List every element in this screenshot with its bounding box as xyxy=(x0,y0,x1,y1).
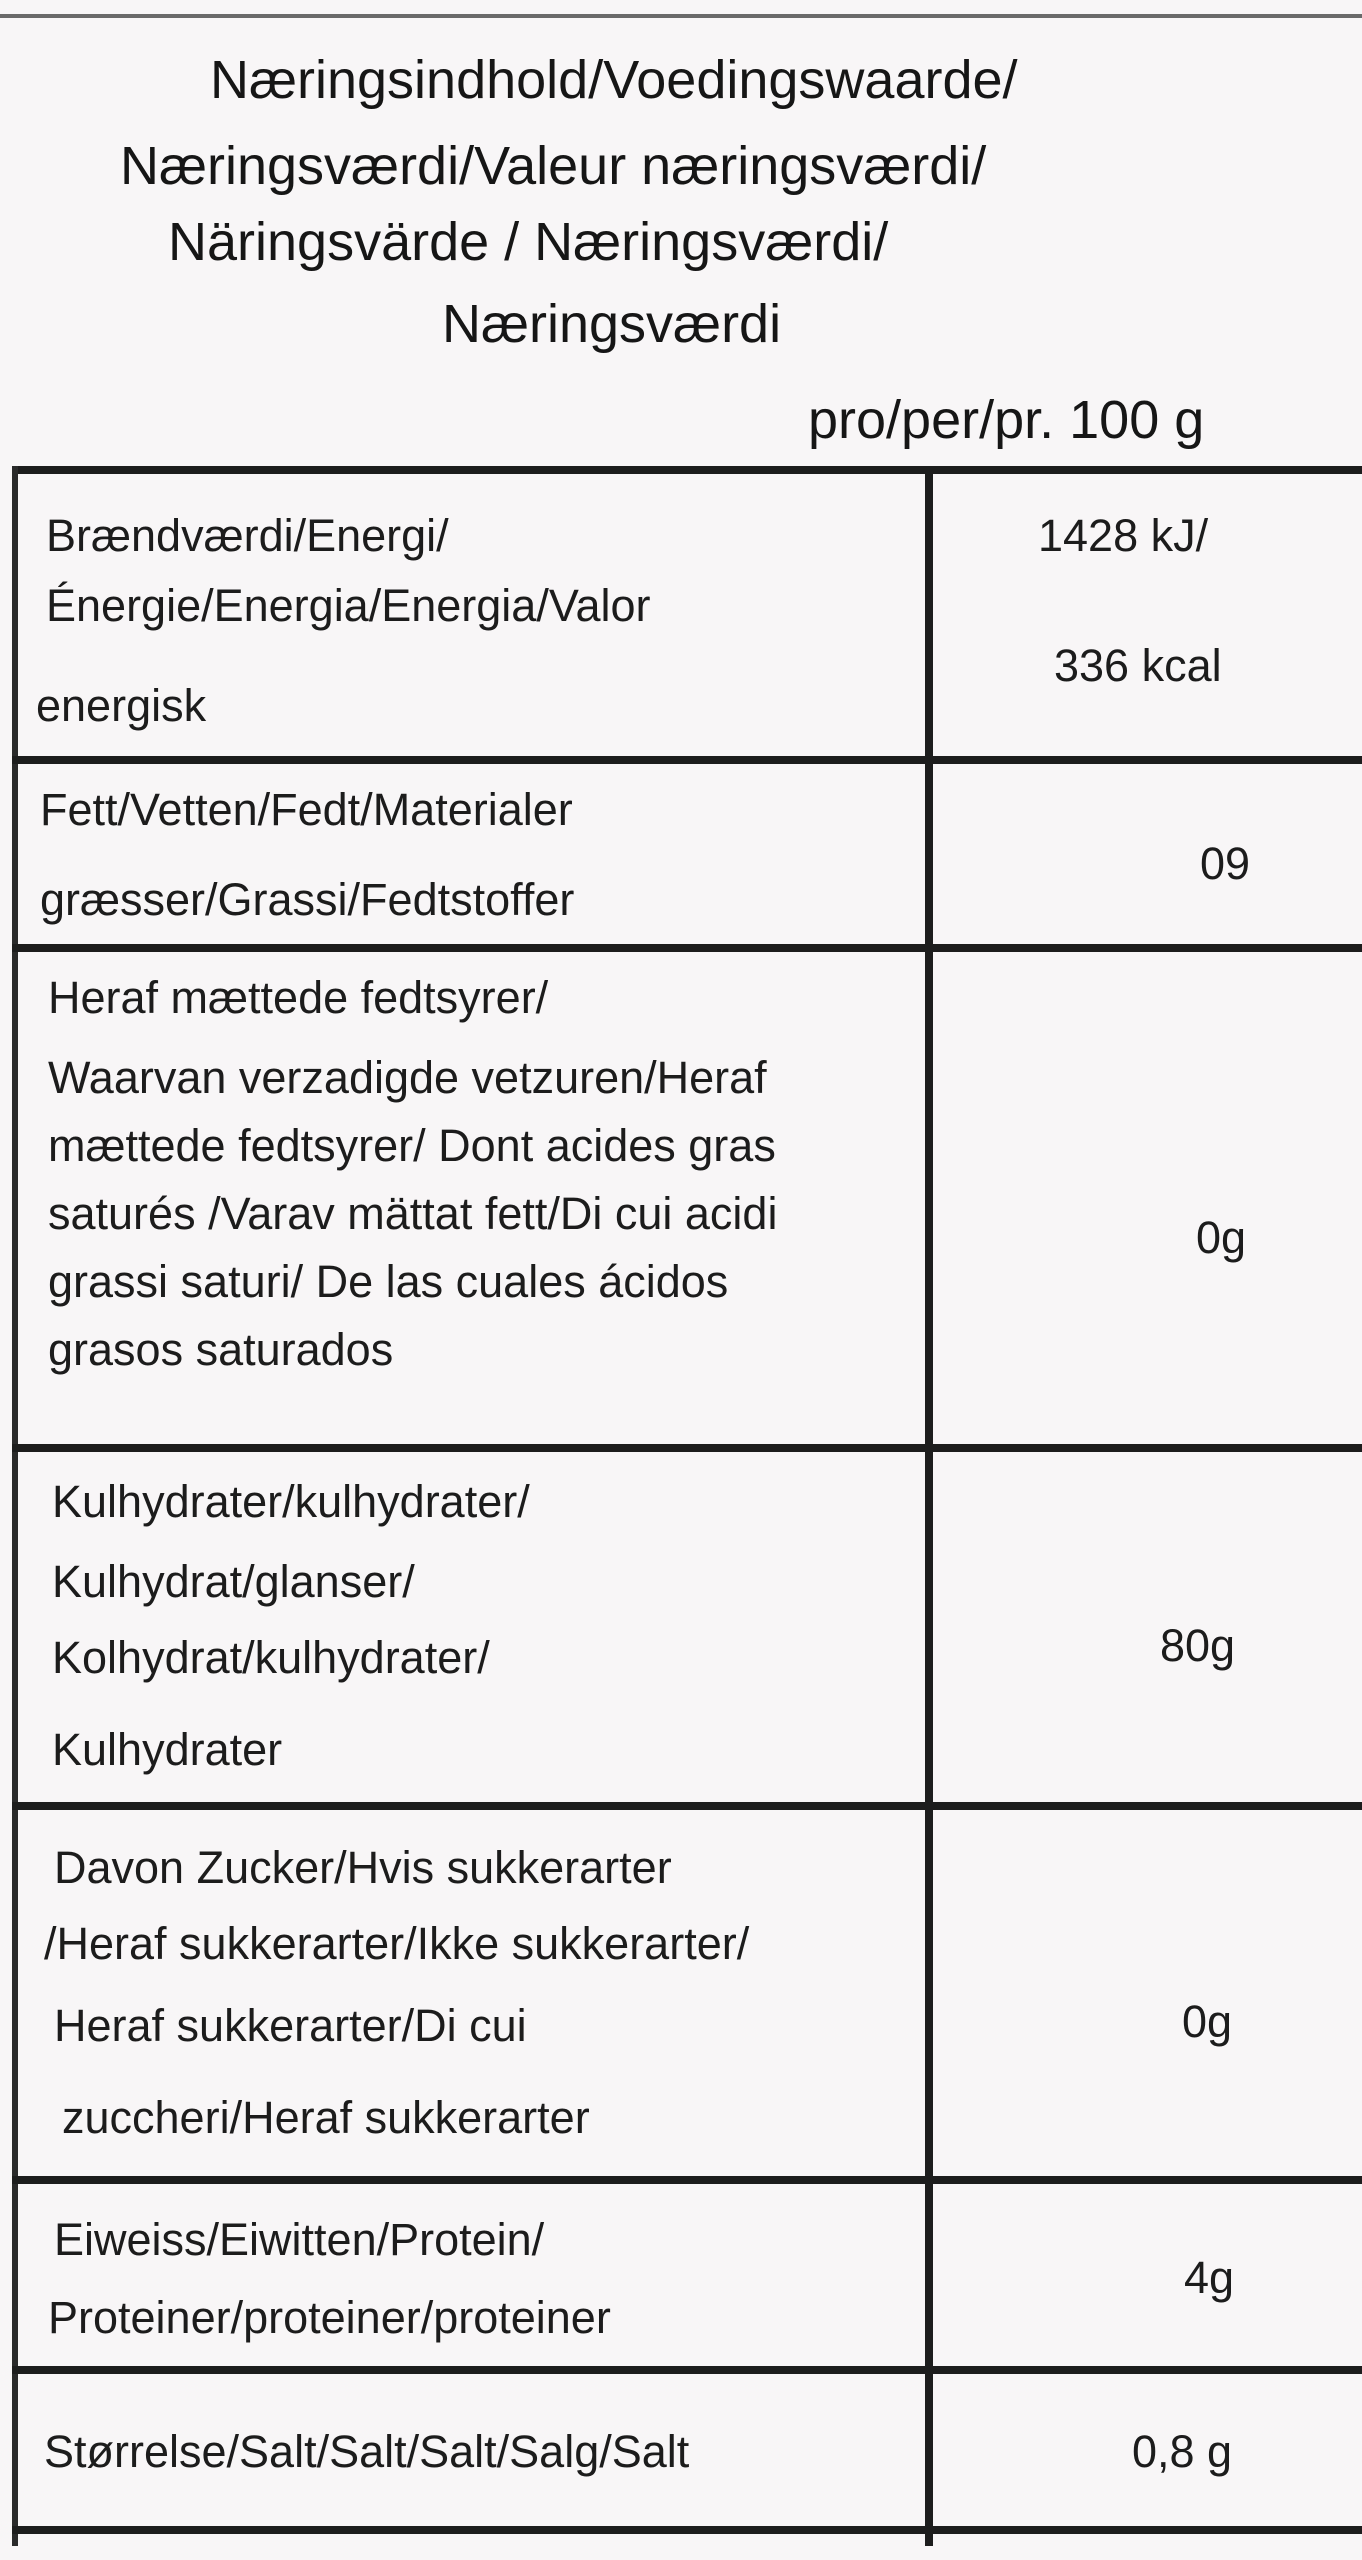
column-divider xyxy=(925,466,933,2546)
row-carbohydrate-label-line: Kulhydrater xyxy=(52,1724,283,1775)
row-sugars-label-line: zuccheri/Heraf sukkerarter xyxy=(62,2092,590,2143)
table-top-border xyxy=(12,466,1362,474)
row-saturates-label-line: saturés /Varav mättat fett/Di cui acidi xyxy=(48,1188,778,1239)
row-saturates-label-line: Heraf mættede fedtsyrer/ xyxy=(48,972,549,1023)
row-salt-label-line: Størrelse/Salt/Salt/Salt/Salg/Salt xyxy=(44,2426,690,2477)
title-line-2: Næringsværdi/Valeur næringsværdi/ xyxy=(120,136,987,196)
row-carbohydrate-label-line: Kolhydrat/kulhydrater/ xyxy=(52,1632,490,1683)
top-rule xyxy=(0,14,1362,18)
row-protein-label-line: Eiweiss/Eiwitten/Protein/ xyxy=(54,2214,545,2265)
title-line-3: Näringsvärde / Næringsværdi/ xyxy=(168,212,889,272)
row-energy-value-kj: 1428 kJ/ xyxy=(1038,510,1209,561)
title-line-4: Næringsværdi xyxy=(442,294,782,354)
row-saturates-label-line: mættede fedtsyrer/ Dont acides gras xyxy=(48,1120,776,1171)
row-energy-value-kcal: 336 kcal xyxy=(1054,640,1222,691)
row-sugars-label-line: /Heraf sukkerarter/Ikke sukkerarter/ xyxy=(44,1918,750,1969)
row-saturates-value: 0g xyxy=(1196,1212,1247,1263)
row-fat-value: 09 xyxy=(1200,838,1251,889)
nutrition-table xyxy=(12,466,1362,2546)
row-divider xyxy=(12,756,1362,764)
per-100g-label: pro/per/pr. 100 g xyxy=(808,390,1205,450)
row-energy-label-line: Énergie/Energia/Energia/Valor xyxy=(46,580,651,631)
row-energy-label-line: energisk xyxy=(36,680,207,731)
table-left-border xyxy=(12,466,18,2546)
row-sugars-value: 0g xyxy=(1182,1996,1233,2047)
nutrition-title xyxy=(0,40,1362,360)
row-fat-label-line: græsser/Grassi/Fedtstoffer xyxy=(40,874,575,925)
row-saturates-label-line: Waarvan verzadigde vetzuren/Heraf xyxy=(48,1052,767,1103)
row-fat-label-line: Fett/Vetten/Fedt/Materialer xyxy=(40,784,573,835)
row-carbohydrate-label-line: Kulhydrater/kulhydrater/ xyxy=(52,1476,530,1527)
row-saturates-label-line: grasos saturados xyxy=(48,1324,394,1375)
row-sugars-label-line: Davon Zucker/Hvis sukkerarter xyxy=(54,1842,672,1893)
row-energy-label-line: Brændværdi/Energi/ xyxy=(46,510,449,561)
title-line-1: Næringsindhold/Voedingswaarde/ xyxy=(210,50,1018,110)
row-divider xyxy=(12,2366,1362,2374)
table-bottom-border xyxy=(12,2526,1362,2534)
row-protein-label-line: Proteiner/proteiner/proteiner xyxy=(48,2292,611,2343)
row-divider xyxy=(12,1444,1362,1452)
row-carbohydrate-label-line: Kulhydrat/glanser/ xyxy=(52,1556,415,1607)
row-carbohydrate-value: 80g xyxy=(1160,1620,1236,1671)
row-salt-value: 0,8 g xyxy=(1132,2426,1233,2477)
row-saturates-label-line: grassi saturi/ De las cuales ácidos xyxy=(48,1256,729,1307)
row-divider xyxy=(12,944,1362,952)
row-divider xyxy=(12,1802,1362,1810)
row-sugars-label-line: Heraf sukkerarter/Di cui xyxy=(54,2000,527,2051)
row-protein-value: 4g xyxy=(1184,2252,1235,2303)
row-divider xyxy=(12,2176,1362,2184)
